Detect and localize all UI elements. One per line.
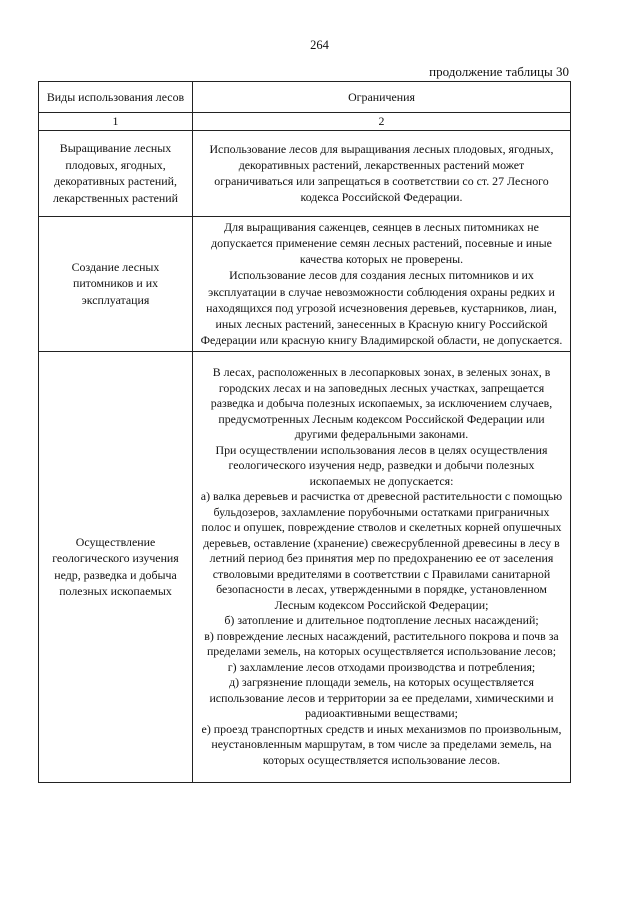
restrictions-cell — [193, 216, 571, 351]
restriction-item-c: в) повреждение лесных насаждений, растительного покрова и почв за пределами земель, на которых осуществляется использование лесов; — [204, 628, 559, 659]
restriction-paragraph: В лесах, расположенных в лесопарковых зонах, в зеленых зонах, в городских лесах и на заповедных лесных участках, запрещается разведка и добыча полезных ископаемых, за исключением случаев, предусмотренных Лесным кодексом Российской Федерации или другими федеральными законами. — [210, 365, 553, 442]
header-restrictions: Ограничения — [193, 82, 571, 113]
usage-type-cell: Выращивание лесных плодовых, ягодных, декоративных растений, лекарственных растений — [39, 130, 193, 216]
table-row — [39, 130, 571, 216]
restrictions-cell — [193, 351, 571, 782]
restriction-paragraph: Использование лесов для выращивания лесных плодовых, ягодных, декоративных растений, лекарственных растений может ограничиваться или запрещаться в соответствии со ст. 27 Лесного кодекса Российской Федерации. — [209, 142, 554, 205]
restrictions-table — [38, 81, 571, 783]
page-number: 264 — [310, 38, 329, 52]
restriction-paragraph: Для выращивания саженцев, сеянцев в лесных питомниках не допускается применение семян лесных растений, посевные и иные качества которых не проверены. — [211, 219, 552, 267]
restriction-item-a: а) валка деревьев и расчистка от древесной растительности с помощью бульдозеров, захламление порубочными остатками приграничных полос и опушек, повреждение стволов и скелетных корней опушечных деревьев, оставление (хранение) свежесрубленной древесины в лесу в летний период без принятия мер по предохранению ее от заселения стволовыми вредителями в соответствии с Правилами санитарной безопасности в лесах, утвержденными в порядке, установленном Лесным кодексом Российской Федерации; — [200, 489, 563, 612]
restriction-paragraph: При осуществлении использования лесов в целях осуществления геологического изучения недр, разведки и добычи полезных ископаемых не допускается: — [215, 442, 548, 488]
table-header-row — [39, 82, 571, 113]
restriction-item-e: д) загрязнение площади земель, на которых осуществляется использование лесов и территории за ее пределами, химическими и радиоактивными веществами; — [209, 675, 554, 721]
usage-type-cell: Создание лесных питомников и их эксплуатация — [39, 216, 193, 351]
restriction-item-b: б) затопление и длительное подтопление лесных насаждений; — [224, 613, 539, 628]
restriction-item-f: е) проезд транспортных средств и иных механизмов по произвольным, неустановленным маршрутам, в том числе за пределами земель, на которых осуществляется использование лесов. — [201, 721, 562, 767]
column-number: 2 — [193, 113, 571, 131]
usage-type-cell: Осуществление геологического изучения недр, разведка и добыча полезных ископаемых — [39, 351, 193, 782]
table-row — [39, 351, 571, 782]
table-row — [39, 216, 571, 351]
restriction-item-d: г) захламление лесов отходами производства и потребления; — [227, 659, 536, 674]
header-usage-type: Виды использования лесов — [39, 82, 193, 113]
column-number-row — [39, 113, 571, 131]
column-number: 1 — [39, 113, 193, 131]
table-continuation-label: продолжение таблицы 30 — [429, 64, 569, 79]
restrictions-cell — [193, 130, 571, 216]
restriction-paragraph: Использование лесов для создания лесных питомников и их эксплуатации в случае невозможности соблюдения охраны редких и находящихся под угрозой исчезновения деревьев, кустарников, лиан, иных лесных растений, занесенных в Красную книгу Российской Федерации или красную книгу Владимирской области, не допускается. — [200, 268, 563, 348]
